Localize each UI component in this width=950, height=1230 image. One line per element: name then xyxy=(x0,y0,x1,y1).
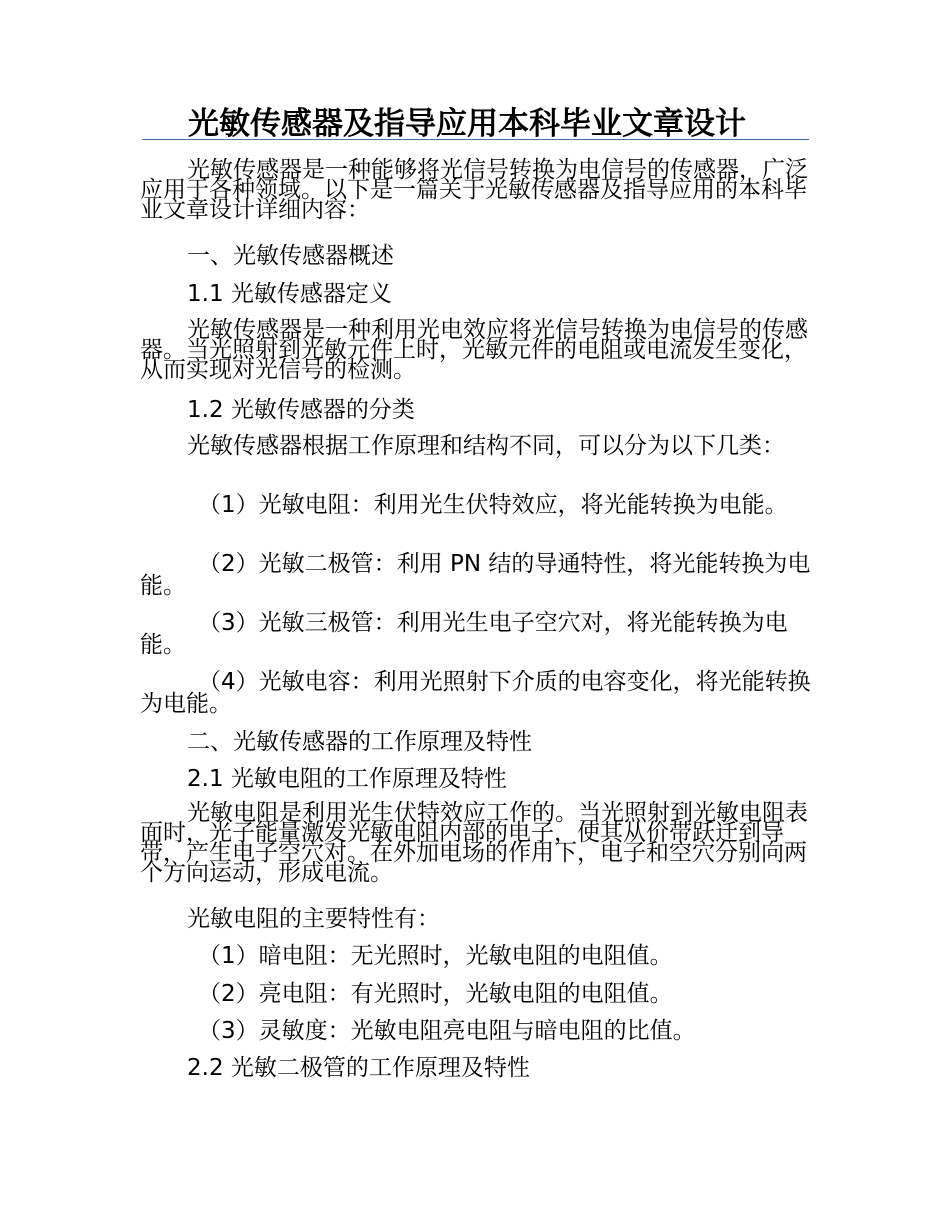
section-1-1-paragraph: 光敏传感器是一种利用光电效应将光信号转换为电信号的传感器。当光照射到光敏元件上时，光敏元件的电阻或电流发生变化，从而实现对光信号的检测。 xyxy=(140,317,808,383)
section-2-2-heading: 2.2 光敏二极管的工作原理及特性 xyxy=(187,1055,530,1081)
document-title: 光敏传感器及指导应用本科毕业文章设计 xyxy=(188,106,746,142)
list-item: （2）亮电阻：有光照时，光敏电阻的电阻值。 xyxy=(198,981,673,1007)
list-item: （3）光敏三极管：利用光生电子空穴对，将光能转换为电能。 xyxy=(140,610,788,658)
section-2-1-paragraph: 光敏电阻是利用光生伏特效应工作的。当光照射到光敏电阻表面时，光子能量激发光敏电阻内部的电子，使其从价带跃迁到导带，产生电子空穴对。在外加电场的作用下，电子和空穴分别向两个方向运动，形成电流。 xyxy=(140,800,808,886)
section-1-heading: 一、光敏传感器概述 xyxy=(187,243,394,269)
features-intro: 光敏电阻的主要特性有： xyxy=(187,906,440,932)
intro-paragraph: 光敏传感器是一种能够将光信号转换为电信号的传感器，广泛应用于各种领域。以下是一篇关于光敏传感器及指导应用的本科毕业文章设计详细内容： xyxy=(140,157,808,223)
title-underline xyxy=(142,139,809,140)
section-2-heading: 二、光敏传感器的工作原理及特性 xyxy=(187,729,532,755)
section-1-2-paragraph: 光敏传感器根据工作原理和结构不同，可以分为以下几类： xyxy=(187,433,785,459)
list-item: （2）光敏二极管：利用 PN 结的导通特性，将光能转换为电能。 xyxy=(140,551,811,599)
list-item: （1）暗电阻：无光照时，光敏电阻的电阻值。 xyxy=(198,943,673,969)
list-item: （3）灵敏度：光敏电阻亮电阻与暗电阻的比值。 xyxy=(198,1018,696,1044)
section-1-1-heading: 1.1 光敏传感器定义 xyxy=(187,281,392,307)
list-item: （1）光敏电阻：利用光生伏特效应，将光能转换为电能。 xyxy=(198,492,788,518)
section-1-2-heading: 1.2 光敏传感器的分类 xyxy=(187,397,415,423)
list-item: （4）光敏电容：利用光照射下介质的电容变化，将光能转换为电能。 xyxy=(140,669,811,717)
section-2-1-heading: 2.1 光敏电阻的工作原理及特性 xyxy=(187,766,507,792)
